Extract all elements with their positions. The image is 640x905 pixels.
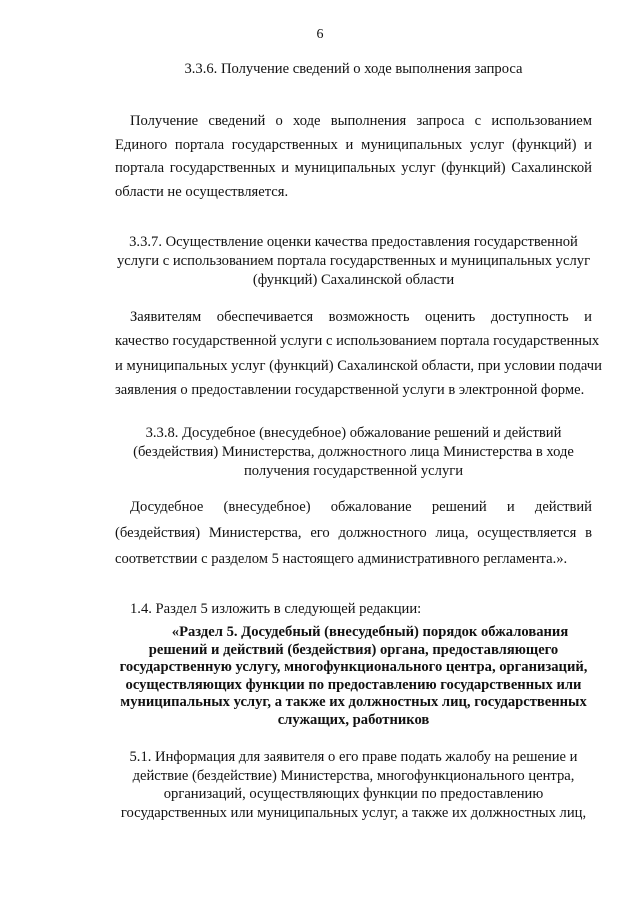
- heading-line: государственную услугу, многофункционального центра, организаций,: [119, 659, 588, 675]
- paragraph-line: государственных или муниципальных услуг, а также их должностных лиц,: [120, 804, 587, 821]
- paragraph-line: (бездействия) Министерства, его должностного лица, осуществляется в: [115, 525, 592, 541]
- paragraph-line: портала государственных и муниципальных услуг (функций) Сахалинской: [115, 160, 592, 177]
- paragraph-line: 5.1. Информация для заявителя о его праве подать жалобу на решение и: [129, 749, 578, 765]
- page-number: 6: [316, 27, 324, 42]
- paragraph-line: Досудебное (внесудебное) обжалование решений и действий: [130, 499, 592, 515]
- heading-line: решений и действий (бездействия) органа, предоставляющего: [148, 641, 559, 658]
- paragraph-line: организаций, осуществляющих функции по предоставлению: [163, 786, 544, 803]
- heading-line: услуги с использованием портала государственных и муниципальных услуг: [116, 253, 591, 269]
- paragraph-line: 1.4. Раздел 5 изложить в следующей редакции:: [130, 601, 422, 617]
- heading-line: 3.3.6. Получение сведений о ходе выполнения запроса: [184, 61, 523, 77]
- section-3-3-8-body: [115, 494, 592, 572]
- paragraph-line: Получение сведений о ходе выполнения запроса с использованием: [130, 113, 592, 129]
- heading-line: муниципальных услуг, а также их должностных лиц, государственных: [120, 694, 587, 710]
- section-3-3-6-body: [115, 110, 592, 204]
- section-3-3-7-heading: [115, 233, 592, 290]
- section-3-3-8-heading: [115, 424, 592, 481]
- heading-line: «Раздел 5. Досудебный (внесудебный) порядок обжалования: [171, 624, 569, 640]
- section-5-1: [115, 748, 592, 822]
- heading-line: 3.3.7. Осуществление оценки качества предоставления государственной: [129, 234, 578, 250]
- paragraph-line: заявления о предоставлении государственной услуги в электронной форме.: [115, 381, 585, 398]
- heading-line: (функций) Сахалинской области: [252, 272, 455, 288]
- paragraph-line: качество государственной услуги с использованием портала государственных: [115, 333, 600, 350]
- section-3-3-7-body: [115, 305, 602, 402]
- paragraph-line: области не осуществляется.: [115, 183, 289, 200]
- paragraph-line: действие (бездействие) Министерства, многофункционального центра,: [132, 767, 575, 784]
- section-3-3-6-heading: [115, 59, 592, 79]
- heading-line: 3.3.8. Досудебное (внесудебное) обжалование решений и действий: [145, 425, 562, 441]
- paragraph-line: Заявителям обеспечивается возможность оценить доступность и: [130, 309, 592, 325]
- heading-line: (бездействия) Министерства, должностного лица Министерства в ходе: [133, 444, 574, 460]
- heading-line: служащих, работников: [277, 711, 430, 728]
- item-1-4: [115, 599, 592, 619]
- paragraph-line: соответствии с разделом 5 настоящего административного регламента.».: [115, 551, 568, 567]
- heading-line: осуществляющих функции по предоставлению государственных или: [125, 676, 582, 693]
- section-5-heading: [115, 624, 592, 729]
- paragraph-line: Единого портала государственных и муниципальных услуг (функций) и: [115, 136, 592, 153]
- paragraph-line: и муниципальных услуг (функций) Сахалинской области, при условии подачи: [115, 357, 602, 374]
- heading-line: получения государственной услуги: [243, 463, 464, 479]
